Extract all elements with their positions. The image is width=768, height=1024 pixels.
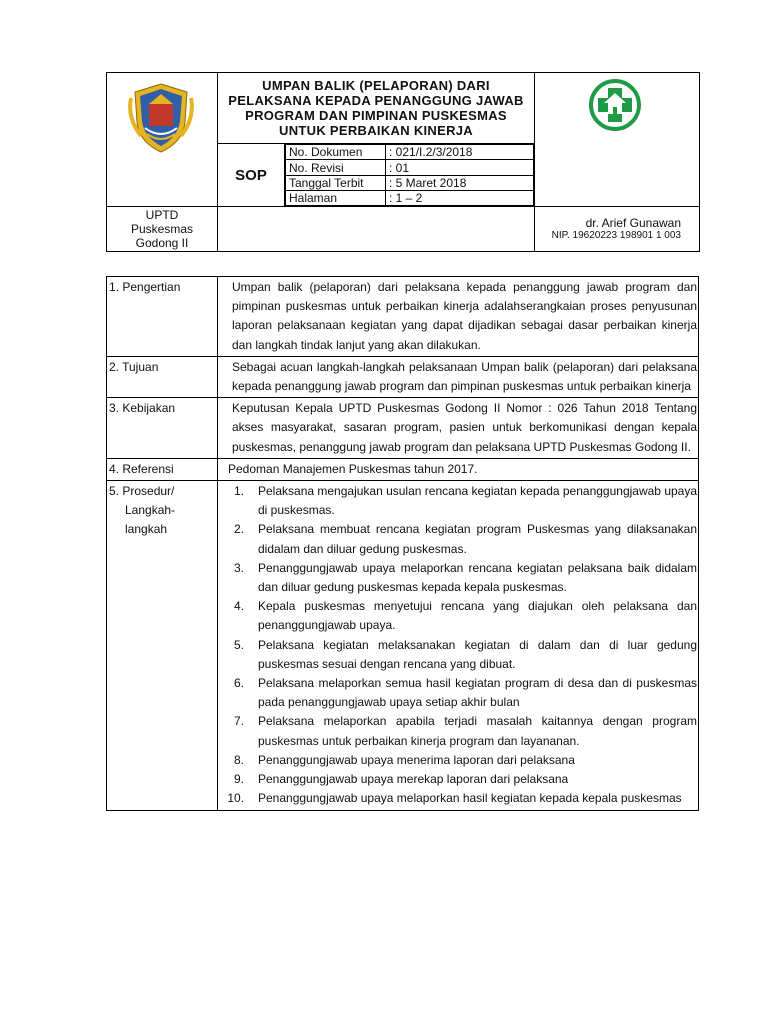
section-text: Pedoman Manajemen Puskesmas tahun 2017. bbox=[218, 458, 699, 480]
section-row bbox=[107, 458, 699, 480]
step-item bbox=[218, 482, 697, 520]
step-text: Penanggungjawab upaya menerima laporan dari pelaksana bbox=[258, 752, 575, 767]
step-item bbox=[218, 636, 697, 674]
sop-header-table bbox=[106, 72, 700, 252]
meta-value: : 021/I.2/3/2018 bbox=[386, 145, 534, 160]
meta-label: No. Dokumen bbox=[286, 145, 386, 160]
step-number: 2. bbox=[233, 522, 244, 537]
blank-cell bbox=[218, 206, 535, 251]
section-row bbox=[107, 277, 699, 357]
label-line: Langkah- bbox=[125, 503, 176, 518]
step-number: 1. bbox=[233, 484, 244, 499]
meta-value: : 01 bbox=[386, 160, 534, 175]
step-number: 9. bbox=[233, 772, 244, 787]
step-text: Kepala puskesmas menyetujui rencana yang diajukan oleh pelaksana dan penanggungjawab upaya. bbox=[258, 599, 697, 633]
signer-nip: NIP. 19620223 198901 1 003 bbox=[551, 230, 681, 242]
section-row bbox=[107, 356, 699, 397]
step-number: 5. bbox=[233, 637, 244, 652]
section-label: 4. Referensi bbox=[107, 458, 218, 480]
section-text: Umpan balik (pelaporan) dari pelaksana kepada penanggung jawab program dan pimpinan puskesmas untuk perbaikan kinerja adalahserangkaian proses penyusunan laporan pelaksanaan kegiatan yang dapat dijadikan sebagai dasar perbaikan kinerja dan langkah tindak lanjut yang akan dilakukan. bbox=[218, 277, 699, 357]
step-text: Pelaksana melaporkan semua hasil kegiatan program di desa dan di puskesmas pada penanggungjawab upaya setiap akhir bulan bbox=[258, 676, 697, 710]
unit-name bbox=[107, 206, 218, 251]
label-line: 5. Prosedur/ bbox=[109, 484, 175, 499]
step-item bbox=[218, 520, 697, 558]
step-item bbox=[218, 712, 697, 750]
signature-block bbox=[535, 206, 700, 251]
health-logo-cell bbox=[535, 73, 700, 207]
step-number: 7. bbox=[233, 714, 244, 729]
step-text: Pelaksana mengajukan usulan rencana kegiatan kepada penanggungjawab upaya di puskesmas. bbox=[258, 484, 698, 518]
regency-emblem-cell bbox=[107, 73, 218, 207]
step-number: 3. bbox=[233, 560, 244, 575]
section-row bbox=[107, 481, 699, 811]
meta-row bbox=[286, 160, 534, 175]
section-row bbox=[107, 398, 699, 459]
step-number: 8. bbox=[233, 752, 244, 767]
section-label: 3. Kebijakan bbox=[107, 398, 218, 459]
step-number: 6. bbox=[233, 676, 244, 691]
section-text: Keputusan Kepala UPTD Puskesmas Godong II Nomor : 026 Tahun 2018 Tentang akses masyarakat, sasaran program, pasien untuk berkomunikasi dengan kepala puskesmas, penanggung jawab program dan pelaksana UPTD Puskesmas Godong II. bbox=[218, 398, 699, 459]
meta-row bbox=[286, 145, 534, 160]
step-number: 10. bbox=[227, 791, 244, 806]
puskesmas-logo-icon bbox=[535, 74, 700, 204]
meta-value: : 1 – 2 bbox=[386, 190, 534, 205]
meta-row bbox=[286, 190, 534, 205]
step-item bbox=[218, 751, 697, 770]
regency-emblem-icon bbox=[107, 74, 218, 204]
step-item bbox=[218, 674, 697, 712]
step-item bbox=[218, 770, 697, 789]
step-item bbox=[218, 597, 697, 635]
step-number: 4. bbox=[233, 599, 244, 614]
sop-content-table bbox=[106, 276, 699, 811]
step-text: Penanggungjawab upaya melaporkan rencana kegiatan pelaksana baik didalam dan diluar gedung puskesmas kepada kepala puskesmas. bbox=[258, 560, 697, 595]
unit-line: Godong II bbox=[135, 235, 189, 250]
unit-line: Puskesmas bbox=[130, 221, 194, 236]
document-meta-table bbox=[285, 144, 534, 205]
meta-label: No. Revisi bbox=[286, 160, 386, 175]
section-label: 2. Tujuan bbox=[107, 356, 218, 397]
meta-row bbox=[286, 175, 534, 190]
procedure-steps bbox=[218, 481, 699, 811]
section-label: 1. Pengertian bbox=[107, 277, 218, 357]
step-text: Pelaksana kegiatan melaksanakan kegiatan di dalam dan di luar gedung puskesmas sesuai dengan rencana yang dibuat. bbox=[258, 637, 697, 671]
label-line: langkah bbox=[125, 522, 168, 537]
step-text: Pelaksana membuat rencana kegiatan program Puskesmas yang dilaksanakan didalam dan diluar gedung puskesmas. bbox=[258, 522, 697, 556]
step-item bbox=[218, 559, 697, 597]
step-text: Penanggungjawab upaya melaporkan hasil kegiatan kepada kepala puskesmas bbox=[258, 791, 682, 806]
section-text: Sebagai acuan langkah-langkah pelaksanaan Umpan balik (pelaporan) dari pelaksana kepada penanggung jawab program dan pimpinan puskesmas untuk perbaikan kinerja bbox=[218, 356, 699, 397]
step-text: Pelaksana melaporkan apabila terjadi masalah kaitannya dengan program puskesmas untuk perbaikan kinerja program dan layananan. bbox=[258, 714, 697, 748]
steps-list bbox=[218, 482, 697, 808]
meta-value: : 5 Maret 2018 bbox=[386, 175, 534, 190]
signer-name: dr. Arief Gunawan bbox=[585, 216, 681, 231]
step-item bbox=[218, 789, 697, 808]
step-text: Penanggungjawab upaya merekap laporan dari pelaksana bbox=[258, 772, 569, 787]
unit-line: UPTD bbox=[145, 207, 179, 222]
meta-label: Halaman bbox=[286, 190, 386, 205]
document-meta-cell bbox=[285, 144, 535, 206]
sop-label: SOP bbox=[218, 144, 285, 206]
section-label bbox=[107, 481, 218, 811]
meta-label: Tanggal Terbit bbox=[286, 175, 386, 190]
document-title: UMPAN BALIK (PELAPORAN) DARI PELAKSANA KEPADA PENANGGUNG JAWAB PROGRAM DAN PIMPINAN PUSKESMAS UNTUK PERBAIKAN KINERJA bbox=[218, 73, 535, 144]
